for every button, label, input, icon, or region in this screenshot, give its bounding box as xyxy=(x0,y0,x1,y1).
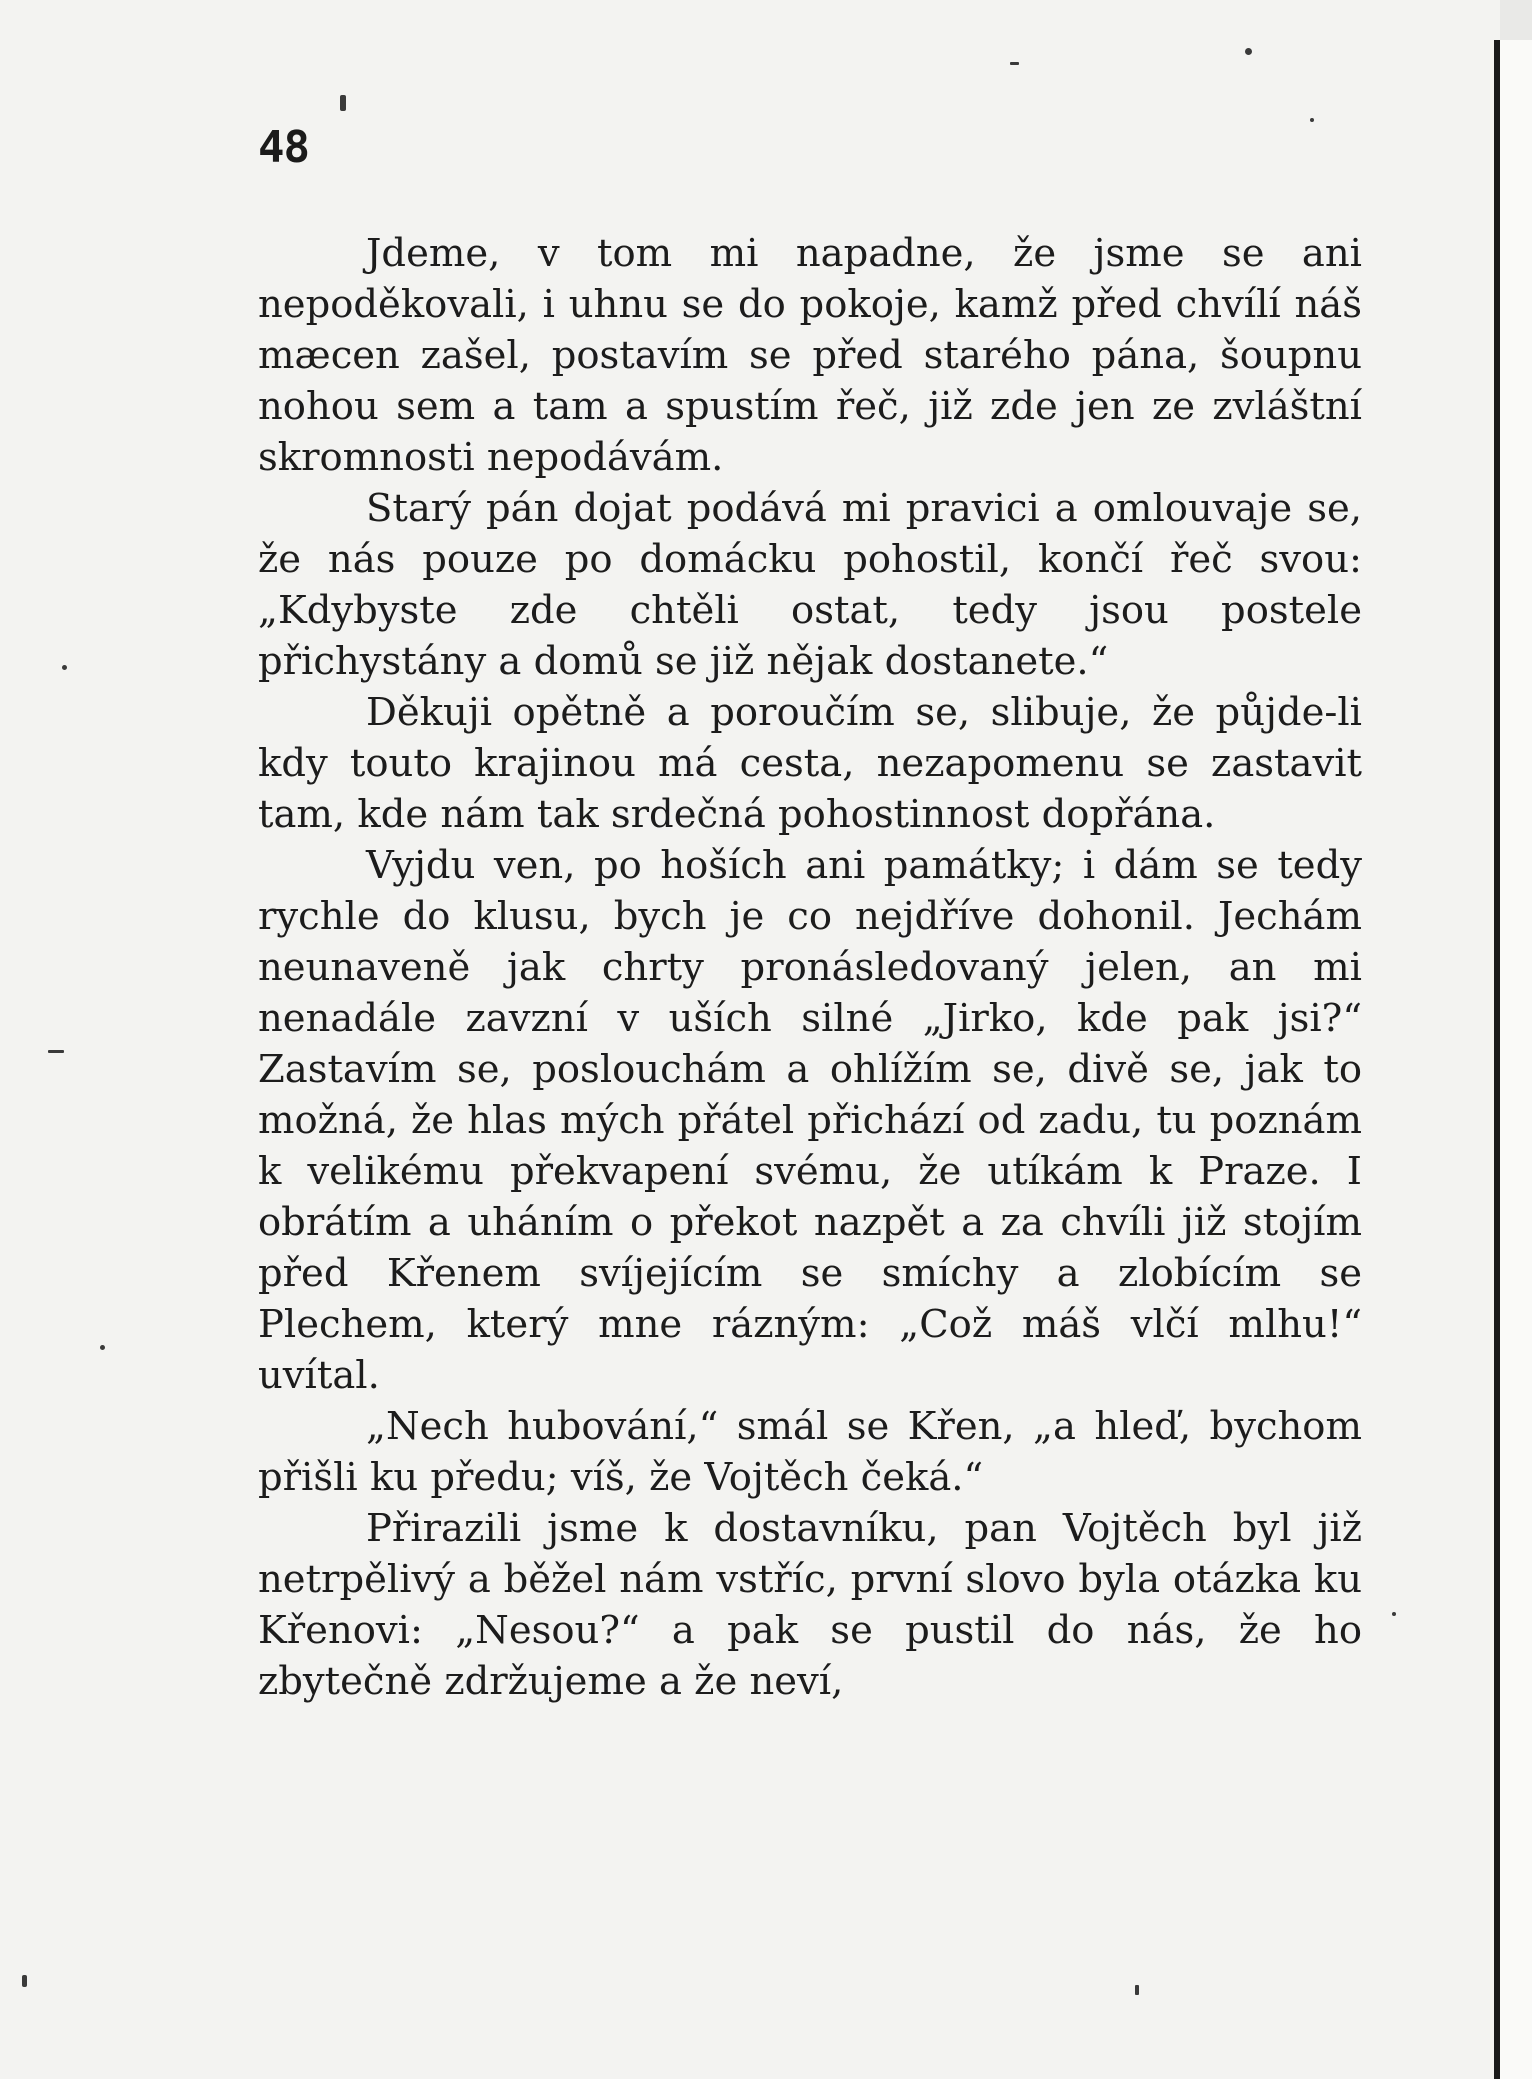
scan-speck xyxy=(22,1975,27,1987)
scan-speck xyxy=(1310,118,1314,122)
page-edge xyxy=(1494,40,1532,2079)
body-text xyxy=(258,228,1362,1707)
scan-speck xyxy=(1245,48,1252,55)
paragraph: Přirazili jsme k dostavníku, pan Vojtěch byl již netrpělivý a běžel nám vstříc, první slovo byla otázka ku Křenovi: „Nesou?“ a pak se pustil do nás, že ho zbytečně zdržujeme a že neví, xyxy=(258,1506,1362,1704)
scan-speck xyxy=(340,95,346,111)
paragraph: „Nech hubování,“ smál se Křen, „a hleď, bychom přišli ku předu; víš, že Vojtěch čeká.“ xyxy=(258,1404,1362,1500)
paragraph: Jdeme, v tom mi napadne, že jsme se ani nepoděkovali, i uhnu se do pokoje, kamž před chvílí náš mæcen zašel, postavím se před starého pána, šoupnu nohou sem a tam a spustím řeč, již zde jen ze zvláštní skromnosti nepodávám. xyxy=(258,231,1362,480)
page-number: 48 xyxy=(258,122,309,173)
scan-speck xyxy=(1010,62,1019,65)
scan-speck xyxy=(48,1050,64,1053)
scan-speck xyxy=(100,1345,105,1350)
scan-speck xyxy=(1392,1612,1396,1616)
paragraph: Děkuji opětně a poroučím se, slibuje, že půjde-li kdy touto krajinou má cesta, nezapomenu se zastavit tam, kde nám tak srdečná pohostinnost dopřána. xyxy=(258,690,1362,837)
paragraph: Vyjdu ven, po hoších ani památky; i dám se tedy rychle do klusu, bych je co nejdříve dohonil. Jechám neunaveně jak chrty pronásledovaný jelen, an mi nenadále zavzní v uších silné „Jirko, kde pak jsi?“ Zastavím se, poslouchám a ohlížím se, divě se, jak to možná, že hlas mých přátel přichází od zadu, tu poznám k velikému překvapení svému, že utíkám k Praze. I obrátím a uháním o překot nazpět a za chvíli již stojím před Křenem svíjejícím se smíchy a zlobícím se Plechem, který mne rázným: „Což máš vlčí mlhu!“ uvítal. xyxy=(258,843,1362,1398)
scan-speck xyxy=(1135,1985,1139,1995)
scan-speck xyxy=(62,665,67,670)
paragraph: Starý pán dojat podává mi pravici a omlouvaje se, že nás pouze po domácku pohostil, končí řeč svou: „Kdybyste zde chtěli ostat, tedy jsou postele přichystány a domů se již nějak dostanete.“ xyxy=(258,486,1362,684)
